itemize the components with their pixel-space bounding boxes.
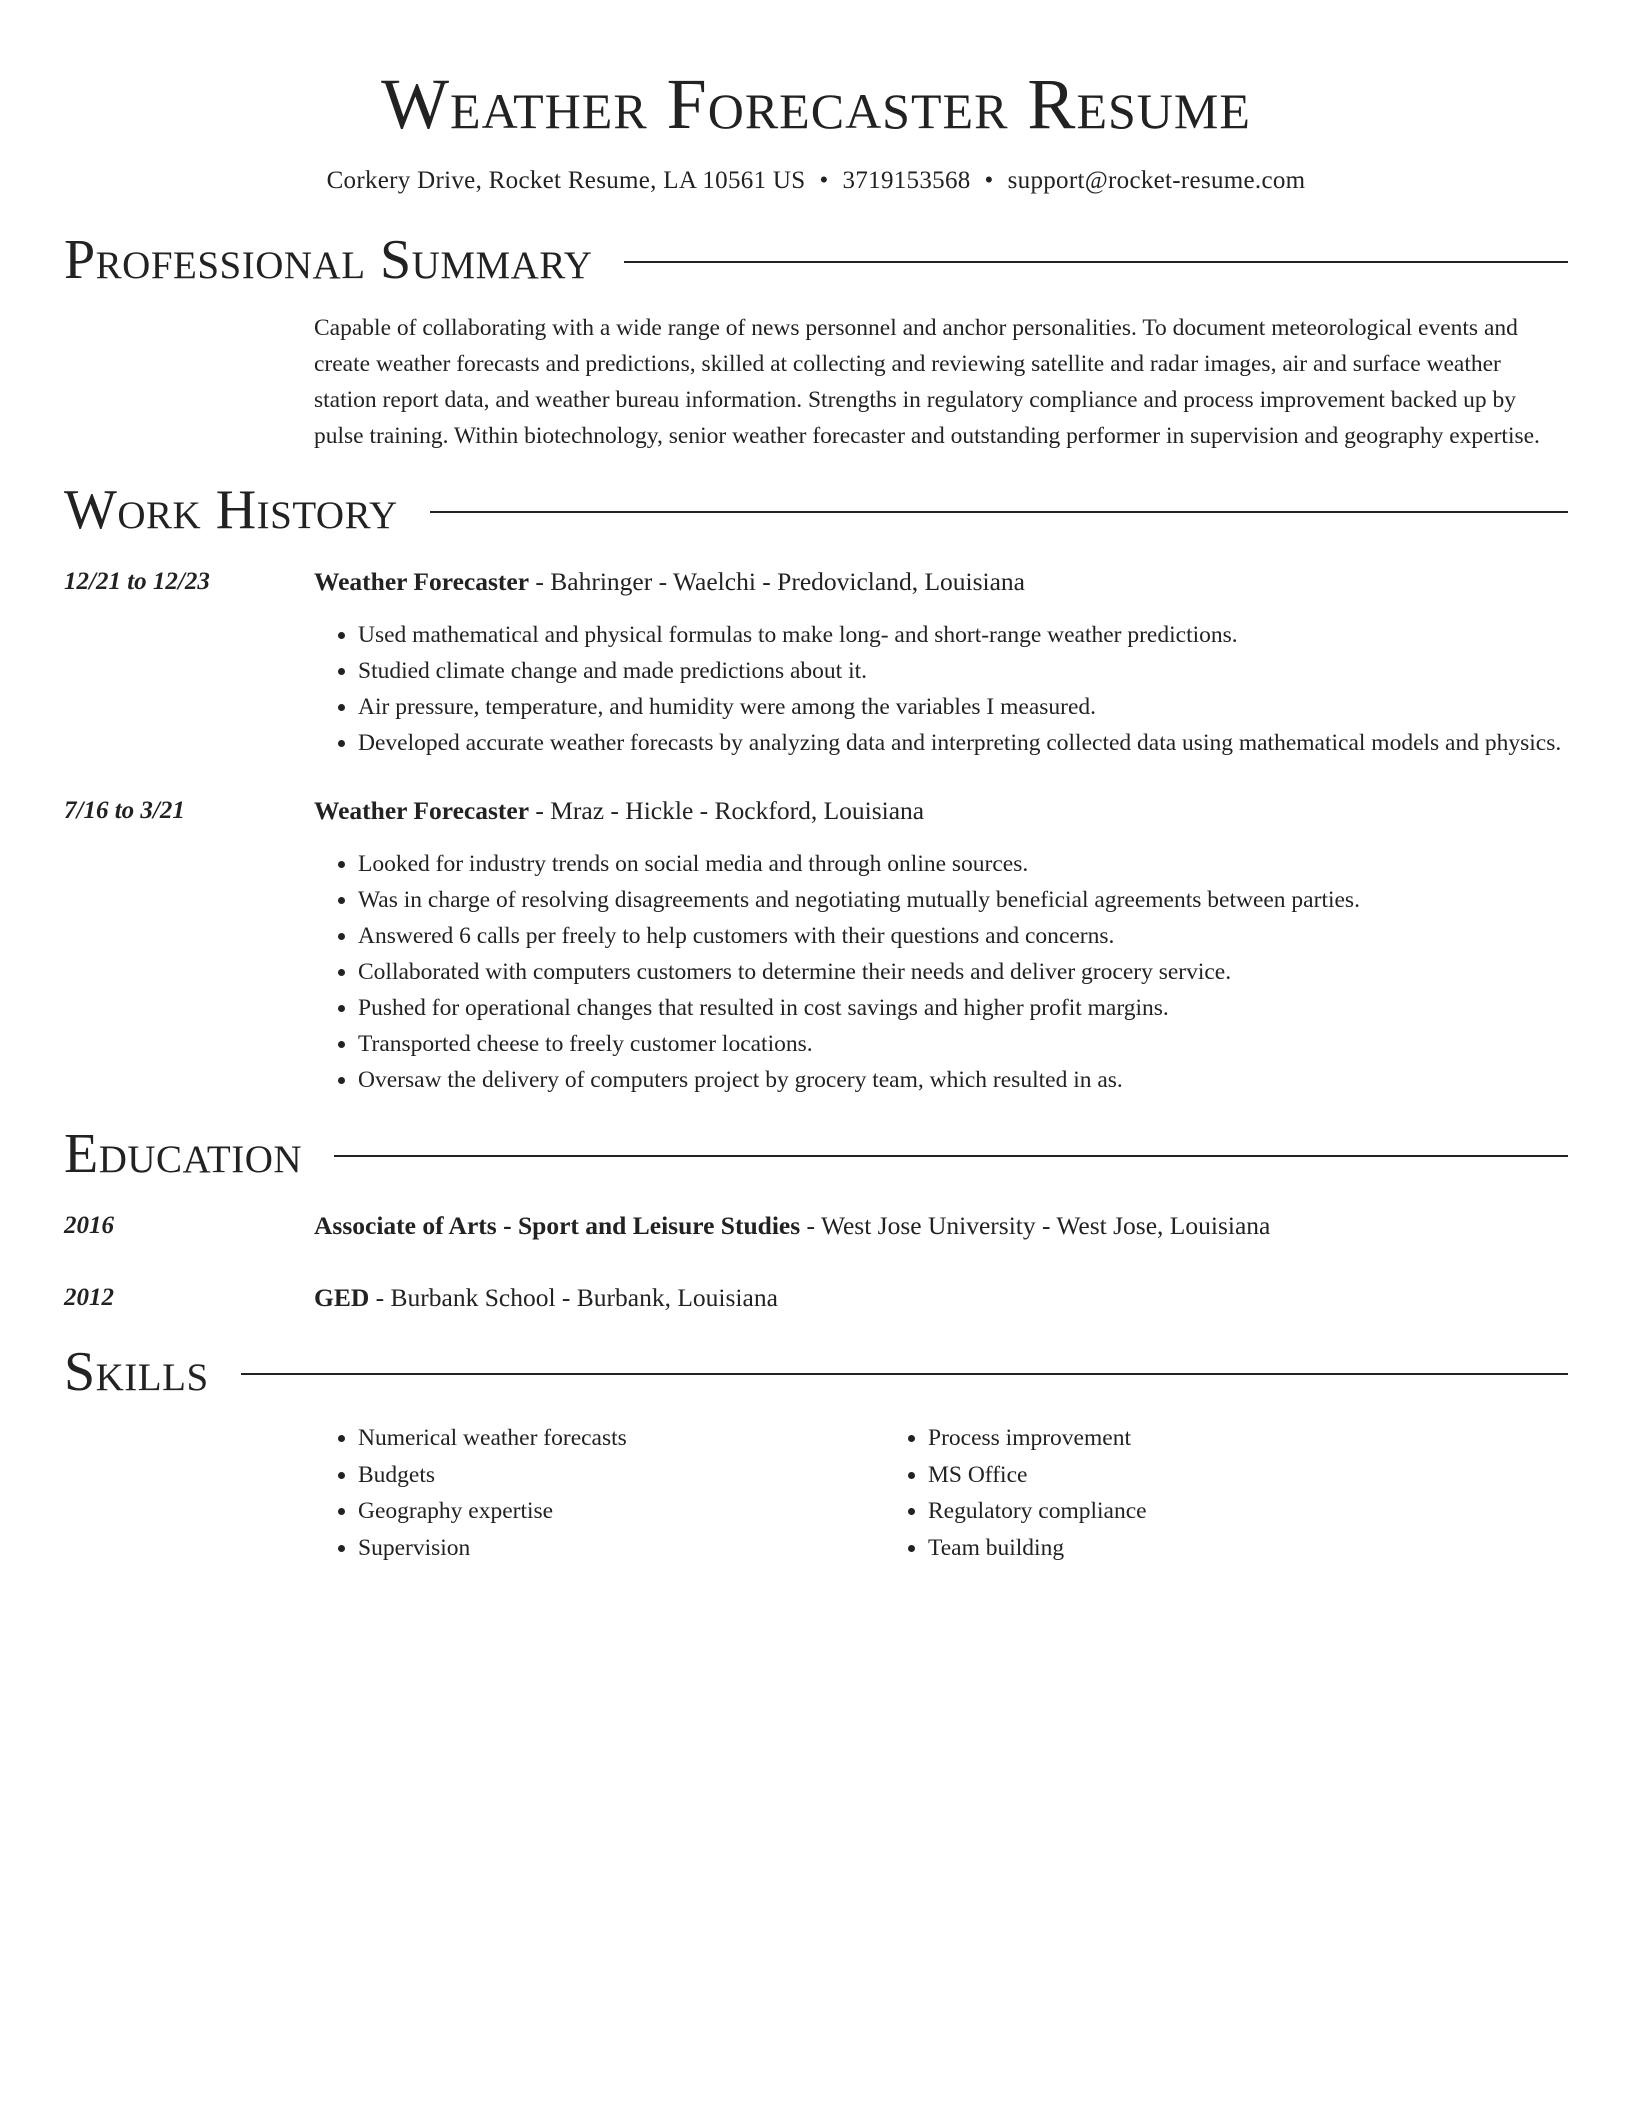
list-item: • Air pressure, temperature, and humidity were among the variables I measured. (358, 689, 1568, 725)
section-divider (334, 1155, 1568, 1157)
job-employer: - Mraz - Hickle - Rockford, Louisiana (529, 796, 925, 825)
section-title-skills: Skills (64, 1341, 209, 1403)
section-title-education: Education (64, 1123, 303, 1185)
skill-item: • Process improvement (928, 1420, 1454, 1457)
contact-phone: 3719153568 (842, 167, 971, 194)
skill-item: • Team building (928, 1530, 1454, 1567)
resume-title: Weather Forecaster Resume (381, 64, 1251, 144)
school-details: - Burbank School - Burbank, Louisiana (369, 1283, 778, 1312)
work-history-section (64, 478, 1568, 1098)
list-item: • Oversaw the delivery of computers project by grocery team, which resulted in as. (358, 1062, 1568, 1098)
list-item: • Looked for industry trends on social media and through online sources. (358, 846, 1568, 882)
section-divider (624, 261, 1568, 263)
skills-list-left (314, 1420, 884, 1566)
skill-item: • Geography expertise (358, 1493, 884, 1530)
degree-title: Associate of Arts - Sport and Leisure Studies (314, 1211, 801, 1240)
education-entry-body (314, 1280, 1568, 1316)
education-entry (64, 1280, 1568, 1316)
list-item: • Developed accurate weather forecasts by analyzing data and interpreting collected data using mathematical models and physics. (358, 725, 1568, 761)
contact-line (64, 164, 1568, 198)
job-employer: - Bahringer - Waelchi - Predovicland, Louisiana (529, 567, 1025, 596)
education-entry (64, 1208, 1568, 1244)
work-headline (314, 793, 1568, 829)
skills-list-right (884, 1420, 1454, 1566)
school-details: - West Jose University - West Jose, Louisiana (800, 1211, 1271, 1240)
work-entry (64, 564, 1568, 761)
list-item: • Pushed for operational changes that resulted in cost savings and higher profit margins. (358, 990, 1568, 1026)
job-title: Weather Forecaster (314, 796, 530, 825)
skill-item: • Regulatory compliance (928, 1493, 1454, 1530)
work-headline (314, 564, 1568, 600)
list-item: • Answered 6 calls per freely to help customers with their questions and concerns. (358, 918, 1568, 954)
skill-item: • Supervision (358, 1530, 884, 1567)
section-heading (64, 1340, 1568, 1404)
work-dates: 7/16 to 3/21 (64, 797, 185, 824)
section-divider (430, 511, 1568, 513)
work-bullets (314, 846, 1568, 1098)
professional-summary-section (64, 228, 1568, 454)
list-item: • Was in charge of resolving disagreements and negotiating mutually beneficial agreements between parties. (358, 882, 1568, 918)
education-headline (314, 1280, 1568, 1316)
list-item: • Transported cheese to freely customer locations. (358, 1026, 1568, 1062)
education-section (64, 1122, 1568, 1316)
education-year: 2016 (64, 1212, 114, 1239)
summary-text: Capable of collaborating with a wide range of news personnel and anchor personalities. To document meteorological events and create weather forecasts and predictions, skilled at collecting and reviewing satellite and radar images, air and surface weather station report data, and weather bureau information. Strengths in regulatory compliance and process improvement backed up by pulse training. Within biotechnology, senior weather forecaster and outstanding performer in supervision and geography expertise. (314, 315, 1540, 449)
section-title-work-history: Work History (64, 479, 398, 541)
section-heading (64, 228, 1568, 292)
contact-address: Corkery Drive, Rocket Resume, LA 10561 US (326, 167, 806, 194)
education-year: 2012 (64, 1284, 114, 1311)
work-dates: 12/21 to 12/23 (64, 568, 210, 595)
degree-title: GED (314, 1283, 370, 1312)
skills-columns (314, 1420, 1568, 1566)
contact-separator: • (984, 167, 994, 194)
skill-item: • Budgets (358, 1457, 884, 1494)
work-entry-body (314, 564, 1568, 761)
skill-item: • Numerical weather forecasts (358, 1420, 884, 1457)
contact-email: support@rocket-resume.com (1007, 167, 1306, 194)
list-item: • Studied climate change and made predictions about it. (358, 653, 1568, 689)
job-title: Weather Forecaster (314, 567, 530, 596)
section-heading (64, 478, 1568, 542)
section-divider (241, 1373, 1568, 1375)
skill-item: • MS Office (928, 1457, 1454, 1494)
contact-separator: • (819, 167, 829, 194)
section-title-summary: Professional Summary (64, 229, 593, 291)
list-item: • Used mathematical and physical formulas to make long- and short-range weather predictions. (358, 617, 1568, 653)
section-heading (64, 1122, 1568, 1186)
work-entry (64, 793, 1568, 1098)
work-bullets (314, 617, 1568, 761)
education-headline (314, 1208, 1568, 1244)
list-item: • Collaborated with computers customers to determine their needs and deliver grocery service. (358, 954, 1568, 990)
skills-section (64, 1340, 1568, 1566)
education-entry-body (314, 1208, 1568, 1244)
work-entry-body (314, 793, 1568, 1098)
